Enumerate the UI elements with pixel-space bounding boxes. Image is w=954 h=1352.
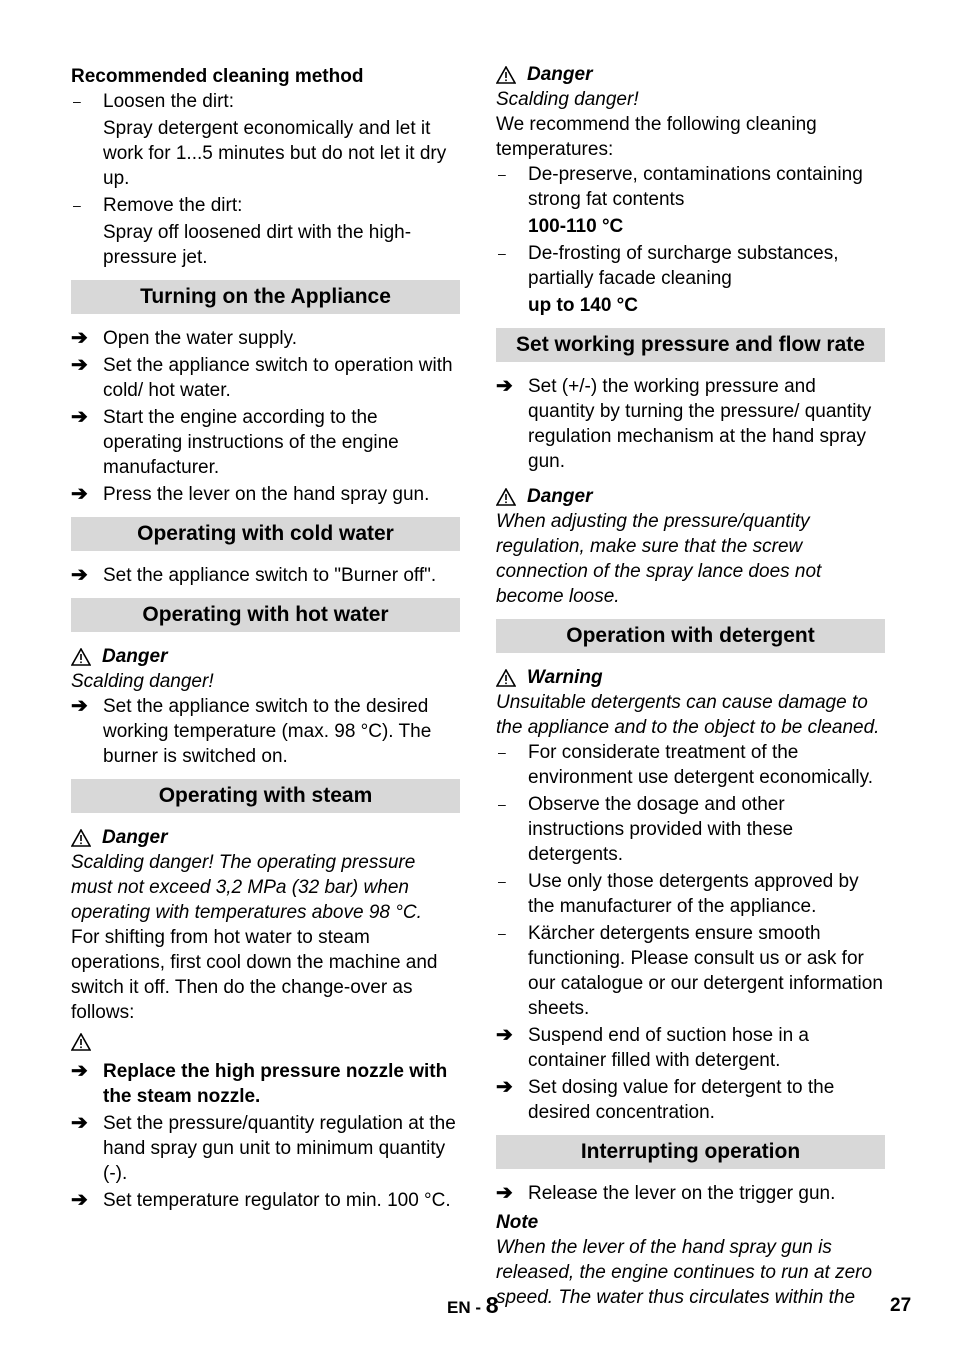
left-column bbox=[71, 62, 460, 1215]
arrow-icon: ➔ bbox=[71, 1060, 88, 1082]
item-sub: Spray detergent economically and let it work for 1...5 minutes but do not let it dry up. bbox=[103, 118, 447, 189]
warning-triangle-icon bbox=[496, 66, 516, 84]
item-lead: Loosen the dirt: bbox=[103, 91, 234, 112]
danger-heading bbox=[71, 825, 460, 850]
arrow-icon: ➔ bbox=[496, 1076, 513, 1098]
footer-page-local: 8 bbox=[485, 1292, 499, 1318]
dash-icon: – bbox=[498, 925, 506, 941]
warning-triangle-icon bbox=[71, 648, 91, 666]
arrow-icon: ➔ bbox=[71, 406, 88, 428]
list-item bbox=[496, 241, 885, 318]
list-item bbox=[496, 740, 885, 790]
body-text: For shifting from hot water to steam operations, first cool down the machine and switch it off. Then do the change-over as follows: bbox=[71, 927, 438, 1023]
danger-label: Danger bbox=[102, 646, 168, 667]
arrow-icon: ➔ bbox=[496, 375, 513, 397]
item-sub: Spray off loosened dirt with the high-pressure jet. bbox=[103, 222, 412, 268]
step-text: Set temperature regulator to min. 100 °C. bbox=[103, 1190, 451, 1211]
temperature-value: 100-110 °C bbox=[528, 216, 624, 237]
arrow-icon: ➔ bbox=[71, 483, 88, 505]
footer-page-label bbox=[447, 1293, 499, 1320]
section-title-hot-water: Operating with hot water bbox=[71, 598, 460, 632]
warning-triangle-icon bbox=[71, 829, 91, 847]
step-item bbox=[496, 1075, 885, 1125]
footer-lang: EN bbox=[447, 1298, 471, 1317]
danger-text: Scalding danger! bbox=[71, 671, 214, 692]
item-text: De-frosting of surcharge substances, partially facade cleaning bbox=[528, 243, 839, 289]
step-text: Suspend end of suction hose in a container filled with detergent. bbox=[528, 1025, 809, 1071]
item-text: Kärcher detergents ensure smooth functioning. Please consult us or ask for our catalogue or our detergent information sheets. bbox=[528, 923, 883, 1019]
step-text: Release the lever on the trigger gun. bbox=[528, 1183, 836, 1204]
danger-text: Scalding danger! bbox=[496, 89, 639, 110]
caution-symbol bbox=[71, 1029, 460, 1055]
warning-label: Warning bbox=[527, 667, 603, 688]
footer-page-number: 27 bbox=[890, 1295, 912, 1316]
warning-text: Unsuitable detergents can cause damage to the appliance and to the object to be cleaned. bbox=[496, 692, 880, 738]
dash-icon: – bbox=[498, 744, 506, 760]
footer-separator: - bbox=[475, 1298, 482, 1317]
step-item bbox=[71, 1111, 460, 1186]
list-item bbox=[71, 89, 460, 191]
section-title-interrupt: Interrupting operation bbox=[496, 1135, 885, 1169]
item-lead: Remove the dirt: bbox=[103, 195, 243, 216]
arrow-icon: ➔ bbox=[496, 1024, 513, 1046]
item-text: De-preserve, contaminations containing strong fat contents bbox=[528, 164, 863, 210]
arrow-icon: ➔ bbox=[71, 354, 88, 376]
section-title-pressure: Set working pressure and flow rate bbox=[496, 328, 885, 362]
arrow-icon: ➔ bbox=[71, 695, 88, 717]
step-item bbox=[71, 563, 460, 588]
danger-text: When adjusting the pressure/quantity regulation, make sure that the screw connection of the spray lance does not become loose. bbox=[496, 511, 822, 607]
danger-heading bbox=[496, 484, 885, 509]
danger-heading bbox=[496, 62, 885, 87]
list-item bbox=[496, 869, 885, 919]
arrow-icon: ➔ bbox=[496, 1182, 513, 1204]
dash-icon: – bbox=[73, 93, 81, 109]
temperature-value: up to 140 °C bbox=[528, 295, 639, 316]
dash-icon: – bbox=[498, 166, 506, 182]
body-text: We recommend the following cleaning temperatures: bbox=[496, 114, 817, 160]
section-title-recommended: Recommended cleaning method bbox=[71, 66, 364, 87]
list-item bbox=[71, 193, 460, 270]
warning-triangle-icon bbox=[71, 1033, 91, 1051]
step-item bbox=[71, 405, 460, 480]
step-text: Set dosing value for detergent to the desired concentration. bbox=[528, 1077, 835, 1123]
section-title-cold-water: Operating with cold water bbox=[71, 517, 460, 551]
step-item bbox=[71, 353, 460, 403]
step-text: Press the lever on the hand spray gun. bbox=[103, 484, 430, 505]
warning-heading bbox=[496, 665, 885, 690]
note-text: When the lever of the hand spray gun is released, the engine continues to run at zero speed. The water thus circulates within the bbox=[496, 1237, 873, 1308]
dash-icon: – bbox=[498, 873, 506, 889]
step-text: Open the water supply. bbox=[103, 328, 297, 349]
dash-icon: – bbox=[73, 197, 81, 213]
step-item bbox=[71, 694, 460, 769]
arrow-icon: ➔ bbox=[71, 1112, 88, 1134]
step-text: Set the appliance switch to operation with cold/ hot water. bbox=[103, 355, 453, 401]
arrow-icon: ➔ bbox=[71, 1189, 88, 1211]
item-text: For considerate treatment of the environment use detergent economically. bbox=[528, 742, 874, 788]
step-text: Set (+/-) the working pressure and quantity by turning the pressure/ quantity regulation mechanism at the hand spray gun. bbox=[528, 376, 872, 472]
step-text: Set the appliance switch to "Burner off". bbox=[103, 565, 437, 586]
arrow-icon: ➔ bbox=[71, 327, 88, 349]
item-text: Use only those detergents approved by the manufacturer of the appliance. bbox=[528, 871, 859, 917]
note-label: Note bbox=[496, 1212, 539, 1233]
list-item bbox=[496, 792, 885, 867]
dash-icon: – bbox=[498, 796, 506, 812]
step-item bbox=[496, 1023, 885, 1073]
dash-icon: – bbox=[498, 245, 506, 261]
step-item bbox=[71, 1059, 460, 1109]
step-item bbox=[71, 1188, 460, 1213]
danger-label: Danger bbox=[102, 827, 168, 848]
danger-heading bbox=[71, 644, 460, 669]
step-text: Set the appliance switch to the desired working temperature (max. 98 °C). The burner is switched on. bbox=[103, 696, 432, 767]
step-text: Set the pressure/quantity regulation at the hand spray gun unit to minimum quantity (-). bbox=[103, 1113, 456, 1184]
warning-triangle-icon bbox=[496, 669, 516, 687]
warning-triangle-icon bbox=[496, 488, 516, 506]
section-title-detergent: Operation with detergent bbox=[496, 619, 885, 653]
danger-text: Scalding danger! The operating pressure must not exceed 3,2 MPa (32 bar) when operating with temperatures above 98 °C. bbox=[71, 852, 422, 923]
step-text: Start the engine according to the operating instructions of the engine manufacturer. bbox=[103, 407, 399, 478]
list-item bbox=[496, 921, 885, 1021]
danger-label: Danger bbox=[527, 64, 593, 85]
step-item bbox=[71, 482, 460, 507]
section-title-turning-on: Turning on the Appliance bbox=[71, 280, 460, 314]
step-text: Replace the high pressure nozzle with the steam nozzle. bbox=[103, 1061, 448, 1107]
right-column bbox=[496, 62, 885, 1310]
section-title-steam: Operating with steam bbox=[71, 779, 460, 813]
step-item bbox=[496, 1181, 885, 1206]
danger-label: Danger bbox=[527, 486, 593, 507]
item-text: Observe the dosage and other instructions provided with these detergents. bbox=[528, 794, 794, 865]
list-item bbox=[496, 162, 885, 239]
arrow-icon: ➔ bbox=[71, 564, 88, 586]
step-item bbox=[496, 374, 885, 474]
step-item bbox=[71, 326, 460, 351]
